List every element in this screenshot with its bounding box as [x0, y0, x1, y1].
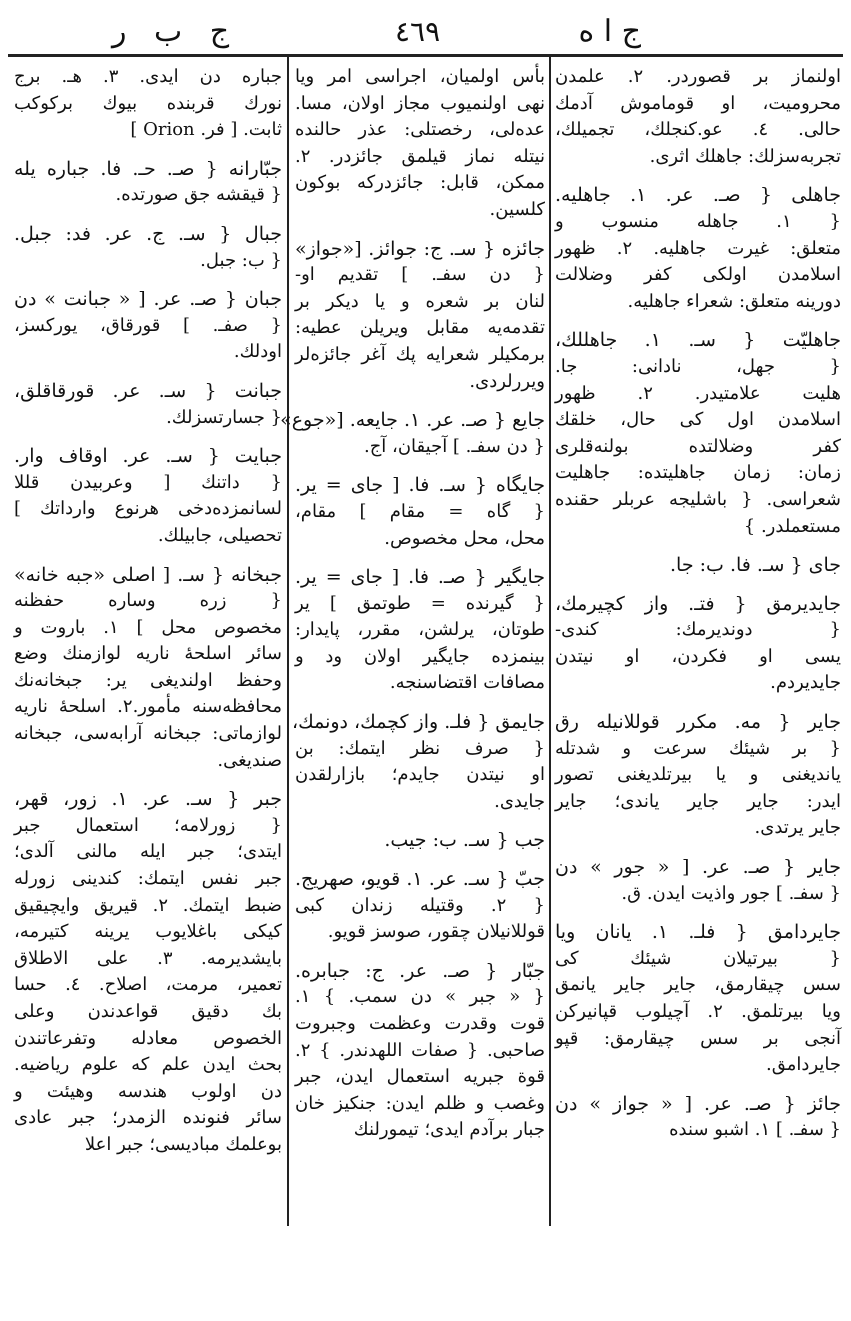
text-line: { زره وساره حفظنه	[14, 590, 282, 612]
text-line: عده‌لی، رخصتلی: عذر حالنده	[295, 119, 545, 141]
text-line: قوت وقدرت وعظمت وجبروت	[295, 1013, 545, 1034]
entry-gap	[555, 170, 841, 182]
text-line: { دوندیرمك: کندی-	[555, 619, 841, 641]
text-line: نورك قربنده بیوك بركوكب	[14, 92, 282, 114]
text-line: وغصب و ظلم ایدن: جنکیز خان	[295, 1092, 545, 1114]
text-line: وحفظ اولندیغی یر: جبخانه‌نك	[14, 669, 282, 691]
entry-headword-line: جایر { صـ. عر. [ « جور » دن	[555, 856, 841, 879]
text-line: { گیرنده = طوتمق ] یر	[295, 592, 545, 614]
entry-gap	[555, 540, 841, 552]
entry-headword-line: جبّارانه { صـ. حـ. فا. جباره یله	[14, 157, 282, 180]
text-line: محافظه‌سنه مأمور.۲. اسلحهٔ ناریه	[14, 696, 282, 718]
text-line: سائر فنونده الزمدر؛ جبر عادی	[14, 1107, 282, 1129]
text-line: جایردامق.	[766, 1054, 841, 1076]
entry-gap	[555, 1079, 841, 1091]
entry-headword-line: جائز { صـ. عر. [ « جواز » دن	[555, 1092, 841, 1115]
text-line: محرومیت، او قوماموش آدمك	[555, 92, 841, 114]
text-line: جبر نفس ایتمك: کندینی زورله	[14, 868, 282, 890]
text-line: تجربه‌سزلك: جاهلك اثری.	[649, 145, 841, 167]
page-header	[0, 14, 851, 54]
entry-gap	[295, 815, 545, 827]
text-line: { قیقشه جق صورتده.	[115, 184, 282, 206]
text-line: { صرف نظر ایتمك: بن	[295, 737, 545, 759]
entry-headword-line: جبخانه { سـ. [ اصلی «جبه خانه»	[14, 563, 282, 586]
entry-headword-line: جایردامق { فلـ. ۱. یانان ویا	[555, 921, 841, 944]
text-line: بأس اولمیان، اجراسی امر ویا	[295, 66, 545, 87]
text-line: ثابت. [ فر. Orion ]	[130, 119, 282, 141]
entry-gap	[14, 274, 282, 286]
text-line: کیکی باغلایوب یرینه کتیرمه،	[14, 921, 282, 943]
text-line: سائر اسلحهٔ ناریه لوازمنك وضع	[14, 643, 282, 665]
text-line: جبار برآدم ایدی؛ تیمورلنك	[353, 1119, 545, 1141]
entry-headword-line: جای { سـ. فا. ب: جا.	[670, 554, 841, 577]
text-line: برمکیلر شعرایه پك آغر جائزه‌لر	[295, 343, 545, 365]
entry-headword-line: جبّار { صـ. عر. ج: جبابره.	[295, 959, 545, 982]
entry-gap	[14, 366, 282, 378]
text-line: مستعملدر. }	[743, 515, 841, 537]
text-line: { جسارتسزلك.	[166, 406, 282, 428]
text-line: { ب: جبل.	[200, 249, 282, 271]
entry-gap	[295, 395, 545, 407]
text-line: { زورلامه؛ استعمال جبر	[14, 814, 282, 836]
entry-headword-line: جاهلیّت { سـ. ۱. جاهللك،	[555, 329, 842, 352]
text-line: هلیت علامتیدر. ۲. ظهور	[555, 382, 841, 404]
text-line: آنجی بر سس چیقارمق: قپو	[555, 1027, 841, 1049]
text-line: طوتان، یرلشن، مقرر، پایدار:	[295, 619, 545, 641]
text-line: تحصیلی، جابیلك.	[157, 524, 282, 546]
text-line: ایدر: جایر جایر یاندی؛ جایر	[555, 790, 841, 812]
entry-headword-line: جایگیر { صـ. فا. [ جای = یر.	[295, 566, 545, 589]
text-line: { سفـ. ] ۱. اشبو سنده	[669, 1119, 841, 1141]
header-rule	[8, 54, 843, 57]
text-line: بوعلمك مبادیسی؛ جبر اعلا	[84, 1133, 282, 1155]
entry-gap	[14, 550, 282, 562]
entry-headword-line: جایر { مه. مکرر قوللانیله رق	[555, 711, 841, 734]
text-line: بینمزده جایگیر اولان ود و	[295, 645, 545, 667]
text-line: محل، محل مخصوص.	[384, 527, 545, 549]
text-line: ویررلردی.	[469, 370, 545, 392]
entry-headword-line: جائزه { سـ. ج: جوائز. [«جواز»	[295, 237, 545, 260]
entry-gap	[295, 224, 545, 236]
text-line: یاندیغنی و یا بیرتلدیغنی تصور	[555, 764, 841, 786]
text-line: تعمیر، مرمت، اصلاح. ٤. حسا	[14, 974, 282, 996]
text-line: الخصوص معادله وتفرعاتندن	[14, 1027, 282, 1049]
text-line: ممکن، قابل: جائزدرکه بوکون	[295, 172, 545, 194]
text-line: ویا بیرتلمق. ۲. آچیلوب قپانیرکن	[555, 1001, 841, 1022]
text-line: نهی اولنمیوب مجاز اولان، مسا.	[295, 92, 545, 114]
text-line: { بیرتیلان شیئك کی	[555, 947, 841, 969]
header-guide-left: ج ب ر	[112, 14, 230, 49]
entry-headword-line: جایع { صـ. عر. ۱. جایعه. [«جوع»	[280, 409, 545, 432]
text-line: کلسین.	[489, 198, 545, 220]
entry-gap	[14, 431, 282, 443]
text-line: { بر شیئك سرعت و شدتله	[555, 737, 841, 759]
entry-gap	[295, 946, 545, 958]
text-line: کفر وضلالتده بولنه‌قلری	[555, 435, 841, 457]
entry-headword-line: جب { سـ. ب: جیب.	[384, 829, 545, 852]
entry-headword-line: جایگاه { سـ. فا. [ جای = یر.	[295, 474, 545, 497]
text-line: تقدمه‌یه مقابل ویریلن عطیه:	[295, 317, 545, 339]
text-line: { « جبر » دن سمب. } ۱.	[295, 986, 545, 1008]
entry-gap	[295, 460, 545, 472]
text-line: او نیتدن جایدم؛ بازارلقدن	[295, 764, 545, 786]
text-line: اولنماز بر قصوردر. ۲. علمدن	[555, 66, 841, 87]
text-line: بحث ایدن علم که علوم ریاضیه.	[14, 1054, 282, 1076]
text-line: { ۲. وقتیله زندان کبی	[295, 894, 545, 916]
page-number: ٤٦٩	[395, 15, 441, 48]
text-line: بایشدیرمه. ۳. علی الاطلاق	[14, 947, 282, 969]
entry-gap	[14, 144, 282, 156]
text-line: نیتله نماز قیلمق جائزدر. ۲.	[295, 145, 545, 167]
text-line: { ۱. جاهله منسوب و	[555, 210, 841, 232]
entry-headword-line: جبال { سـ. ج. عر. فد: جبل.	[14, 222, 282, 245]
entry-headword-line: جبایت { سـ. عر. اوقاف وار.	[14, 445, 282, 468]
entry-gap	[555, 315, 841, 327]
text-line: جایر یرتدی.	[754, 817, 841, 839]
column-divider-left	[287, 56, 289, 1226]
text-line: مخصوص محل ] ۱. باروت و	[14, 616, 282, 638]
text-line: مصافات اقتضاسنجه.	[389, 672, 545, 694]
entry-headword-line: جایدیرمق { فتـ. واز کچیرمك،	[555, 592, 841, 615]
text-line: صاحبی. { صفات اللهدندر. } ۲.	[295, 1039, 545, 1061]
text-line: بك دقیق قواعدندن وعلی	[14, 1001, 282, 1022]
entry-headword-line: جبّ { سـ. عر. ۱. قویو، صهریج.	[295, 868, 545, 891]
text-line: { داتنك [ وعربیدن قللا	[14, 471, 282, 493]
text-line: لسانمزده‌دخی هرنوع وارداتك ]	[14, 498, 282, 520]
text-line: { سفـ. ] جور واذیت ایدن. ق.	[621, 882, 841, 904]
text-line: { گاه = مقام ] مقام،	[295, 500, 545, 522]
entry-headword-line: جبر { سـ. عر. ۱. زور، قهر،	[14, 788, 282, 811]
entry-headword-line: جبانت { سـ. عر. قورقاقلق،	[14, 379, 282, 402]
header-guide-right: ج ا ه	[578, 14, 641, 49]
entry-gap	[555, 697, 841, 709]
entry-gap	[295, 697, 545, 709]
text-line: یسی او فکردن، او نیتدن	[555, 645, 841, 667]
text-line: جایدی.	[494, 790, 545, 812]
text-line: { دن سفـ. ] تقدیم او-	[295, 264, 545, 286]
column-divider-right	[549, 56, 551, 1226]
text-line: لنان بر شعره و یا دیکر بر	[295, 290, 545, 312]
text-line: { صفـ. ] قورقاق، یورکسز،	[14, 314, 282, 336]
entry-headword-line: جبان { صـ. عر. [ « جبانت » دن	[14, 288, 282, 311]
text-line: جایدیردم.	[770, 672, 841, 694]
text-line: حالی. ٤. عو.کنجلك، تجمیلك،	[555, 119, 841, 141]
text-line: متعلق: غیرت جاهلیه. ۲. ظهور	[555, 237, 842, 259]
entry-headword-line: جاهلی { صـ. عر. ۱. جاهلیه.	[555, 184, 841, 207]
entry-gap	[555, 907, 841, 919]
entry-headword-line: جایمق { فلـ. واز کچمك، دونمك،	[291, 711, 545, 734]
text-line: اودلك.	[233, 341, 282, 363]
column-right	[555, 64, 841, 1224]
text-line: قوة جبریه استعمال ایدن، جبر	[295, 1066, 545, 1088]
text-line: { دن سفـ. ] آجیقان، آج.	[363, 435, 545, 457]
text-line: اسلامدن اول کی حال، خلقك	[555, 409, 841, 431]
text-line: ایتدی؛ جبر ایله مالنی آلدی؛	[14, 841, 282, 863]
text-line: سس چیقارمق، جایر جایر یانمق	[555, 974, 841, 996]
text-line: صندیغی.	[217, 749, 282, 771]
text-line: اسلامدن اولکی کفر وضلالت	[555, 264, 841, 286]
entry-gap	[555, 842, 841, 854]
text-line: دورینه متعلق: شعراء جاهلیه.	[627, 290, 841, 312]
entry-gap	[295, 854, 545, 866]
text-line: جباره دن ایدی. ۳. هـ. برج	[14, 66, 283, 87]
column-left	[14, 64, 282, 1224]
column-middle	[280, 64, 545, 1224]
text-line: { جهل، نادانی: جا.	[555, 355, 841, 377]
text-line: ضبط ایتمك. ۲. قیریق وایچیقیق	[14, 894, 282, 916]
entry-gap	[14, 209, 282, 221]
entry-gap	[555, 579, 841, 591]
text-line: قوللانیلان چقور، صوسز قویو.	[327, 921, 545, 943]
text-line: لوازماتی: جبخانه آرابه‌سی، جبخانه	[14, 723, 282, 745]
text-line: دن اولوب هندسه وهیئت و	[14, 1080, 282, 1102]
text-line: شعراسی. { باشلیجه عربلر حقنده	[555, 488, 841, 510]
entry-gap	[295, 552, 545, 564]
text-line: زمان: زمان جاهلیتده: جاهلیت	[555, 462, 841, 484]
entry-gap	[14, 774, 282, 786]
